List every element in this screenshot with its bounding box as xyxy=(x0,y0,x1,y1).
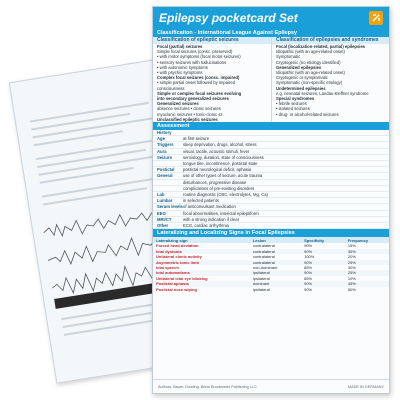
assessment-key: General xyxy=(157,173,173,179)
assessment-key: History xyxy=(157,130,172,136)
table-cell: Postictal aphasia xyxy=(153,281,250,286)
classification-line: Idiopathic (with an age-related onset) xyxy=(276,70,345,76)
classification-line: Cryptogenic (no etiology identified) xyxy=(276,59,341,65)
classification-line: • with motor symptoms (focal motor seizures) xyxy=(157,54,241,60)
assessment-value xyxy=(183,130,389,135)
table-cell: 85% xyxy=(304,275,313,281)
classification-line: Cryptogenic or symptomatic xyxy=(276,75,328,81)
table-cell: contralateral xyxy=(252,254,275,260)
focal-epilepsies-heading: Focal (localization-related, partial) epilepsies xyxy=(276,44,366,49)
classification-line: Idiopathic (with an age-related onset) xyxy=(276,49,345,55)
classification-line: • febrile seizures xyxy=(276,101,307,107)
table-cell: contralateral xyxy=(250,260,301,265)
table-cell: 90% xyxy=(304,243,313,249)
table-cell: 90% xyxy=(301,249,345,254)
classification-line: Symptomatic (non-specific etiology) xyxy=(276,80,343,86)
table-cell: ipsilateral xyxy=(250,270,301,275)
table-row xyxy=(153,254,389,259)
table-cell: contralateral xyxy=(250,249,301,254)
epilepsy-classification-column xyxy=(271,37,389,122)
table-cell: dominant xyxy=(250,281,301,286)
publisher-credit: Authors: Bauer, Dowling. Börm Bruckmeier Publishing LLC xyxy=(158,384,257,389)
assessment-key: Lab xyxy=(157,192,165,198)
table-row xyxy=(153,287,389,292)
table-cell: Unilateral ictal eye blinking xyxy=(156,275,208,281)
column-header: Lateralizing sign xyxy=(153,237,250,243)
assessment-key xyxy=(153,180,183,185)
classification-line: • sensory seizures with hallucinations xyxy=(157,59,227,65)
assessment-key: MRI/CT xyxy=(157,216,172,222)
table-cell: 85% xyxy=(304,264,313,270)
assessment-key: Other xyxy=(157,223,169,229)
table-cell: 90% xyxy=(301,270,345,275)
card-title: Epilepsy pocketcard Set xyxy=(159,11,298,25)
assessment-key: Aura xyxy=(157,148,167,154)
seizure-classification-heading: Classification of epileptic seizures xyxy=(153,37,271,44)
assessment-key: Lumbar xyxy=(157,198,173,204)
assessment-value: use of other types of seizure, acute trauma xyxy=(183,173,263,179)
card-footer xyxy=(153,379,389,393)
assessment-key: Age xyxy=(157,136,165,142)
assessment-value: in selected patients xyxy=(183,198,219,204)
table-cell: Unilateral clonic activity xyxy=(156,254,202,260)
assessment-value: of anticonvulsant medication xyxy=(183,204,236,210)
assessment-value: at first seizure xyxy=(183,136,210,142)
table-cell: 45% xyxy=(345,281,389,286)
lateralizing-table xyxy=(153,237,389,292)
assessment-key: Seizure xyxy=(157,154,172,160)
classification-line: • with autonomic symptoms xyxy=(157,64,208,70)
assessment-value: with a strong indication if clear xyxy=(183,216,240,222)
assessment-key: EEG xyxy=(157,210,166,216)
table-cell: 90% xyxy=(304,286,313,292)
table-cell: ipsilateral xyxy=(252,286,270,292)
seizure-classification-column xyxy=(153,37,271,122)
table-cell: Asymmetric tonic limb xyxy=(153,260,250,265)
assessment-value: routine diagnostic (CBC, electrolytes, Mg, Ca) xyxy=(183,192,268,198)
classification-line: myoclonic seizures • tonic-clonic sz. xyxy=(157,111,224,117)
table-row xyxy=(153,243,389,248)
lateralizing-header: Lateralizing and Localizing Signs in Focal Epilepsies xyxy=(153,229,389,237)
generalized-epilepsies-heading: Generalized epilepsies xyxy=(276,64,322,70)
classification-line: into secondary generalized seizures xyxy=(157,96,229,102)
classification-line: • drug- or alcohol-related seizures xyxy=(276,111,339,117)
assessment-key: Serum levels xyxy=(157,204,183,210)
table-cell: non-dominant xyxy=(252,264,278,270)
classification-line: • isolated seizures xyxy=(276,106,310,112)
table-cell: 100% xyxy=(304,254,315,260)
table-cell: Postictal nose wiping xyxy=(156,286,197,292)
classification-line: Simple or complex focal seizures evolving xyxy=(157,90,242,96)
assessment-value: ECG, cardiac arrhythmia xyxy=(183,223,229,229)
classification-line: Simple focal seizures (consc. preserved) xyxy=(157,49,233,55)
table-cell: 25% xyxy=(345,270,389,275)
table-cell: Ictal speech xyxy=(156,264,179,270)
classification-line: e.g. neonatal seizures, Landau-Kleffner syndrome xyxy=(276,90,369,96)
classification-header: Classification - International League Against Epilepsy xyxy=(153,29,389,37)
card-title-bar xyxy=(153,7,389,29)
assessment-header: Assessment xyxy=(153,122,389,130)
pocketcard-logo-icon xyxy=(369,11,383,25)
assessment-key xyxy=(153,161,183,166)
column-header: Lesion xyxy=(250,237,301,243)
assessment-value: semiology, duration, state of consciousness xyxy=(183,154,264,160)
focal-seizures-heading: Focal (partial) seizures xyxy=(157,44,203,49)
table-cell: 90% xyxy=(301,260,345,265)
classification-line: Symptomatic xyxy=(276,54,301,60)
epilepsy-classification-heading: Classification of epilepsies and syndromes xyxy=(272,37,389,44)
table-cell: Ictal automatisms xyxy=(153,270,250,275)
assessment-value: focal abnormalities, interictal epileptiform xyxy=(183,210,259,216)
assessment-value: postictal neurological deficit, aphasia xyxy=(183,167,252,173)
special-syndromes-heading: Special syndromes xyxy=(276,96,315,102)
table-cell: 50% xyxy=(347,286,356,292)
classification-line: consciousness xyxy=(157,85,185,91)
assessment-value: disturbances, progressive disease xyxy=(183,179,247,185)
generalized-seizures-heading: Generalized seizures xyxy=(157,101,199,107)
table-cell: 25% xyxy=(345,260,389,265)
table-cell: contralateral xyxy=(252,243,275,249)
table-cell: 90% xyxy=(301,281,345,286)
table-cell: 15% xyxy=(347,243,356,249)
table-cell: Forced head deviation xyxy=(156,243,199,249)
table-cell: 20% xyxy=(347,254,356,260)
classification-line: absence seizures • clonic seizures xyxy=(157,106,221,112)
classification-columns xyxy=(153,37,389,122)
assessment-value: tongue bite, incontinence, postictal state xyxy=(183,161,258,167)
classification-line: • simple partial onset followed by impaired xyxy=(157,80,236,86)
pocketcard xyxy=(152,6,390,394)
column-header: Frequency xyxy=(345,237,389,243)
unclassified-seizures-heading: Unclassified epileptic seizures xyxy=(157,116,218,122)
assessment-value: sleep deprivation, drugs, alcohol, stress xyxy=(183,142,257,148)
assessment-table xyxy=(153,130,389,229)
assessment-key xyxy=(153,186,183,191)
assessment-value: visual, tactile, acoustic stimuli, fever xyxy=(183,148,250,154)
assessment-key: Triggers xyxy=(157,142,174,148)
assessment-key: Postictal xyxy=(157,167,175,173)
made-in-label: MADE IN GERMANY xyxy=(347,384,384,389)
assessment-value: complications of pre-existing disorders xyxy=(183,185,255,191)
undetermined-epilepsies-heading: Undetermined epilepsies xyxy=(276,85,326,91)
classification-line: • with psychic symptoms xyxy=(157,70,203,76)
table-cell: 10% xyxy=(347,275,356,281)
classification-line: Complex focal seizures (consc. impaired) xyxy=(157,75,240,81)
column-header: Specificity xyxy=(301,237,345,243)
table-cell: 30% xyxy=(347,264,356,270)
table-cell: ipsilateral xyxy=(252,275,270,281)
table-cell: 35% xyxy=(345,249,389,254)
table-cell: Ictal dystonia xyxy=(153,249,250,254)
